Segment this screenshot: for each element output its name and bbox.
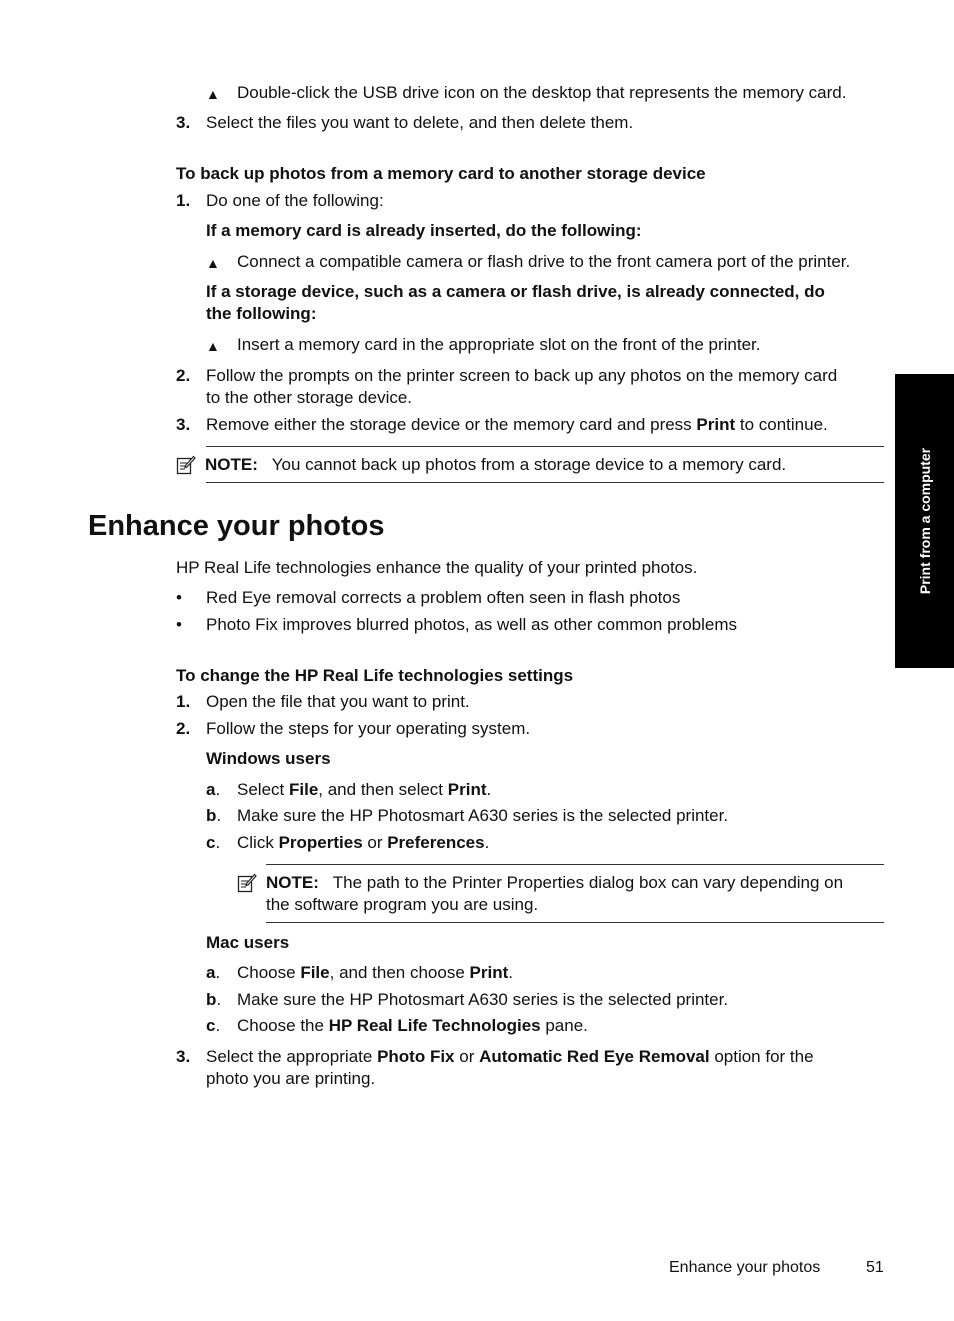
list-item: Photo Fix improves blurred photos, as well as other common problems xyxy=(206,615,738,634)
substep-text xyxy=(237,1015,588,1037)
note-bottom-rule xyxy=(266,922,884,923)
text-run: Choose xyxy=(237,963,301,982)
text-run: Remove either the storage device or the memory card and press xyxy=(206,415,697,434)
letter-dot: . xyxy=(215,1016,221,1035)
text-run: . xyxy=(484,833,490,852)
substep-letter xyxy=(206,989,221,1011)
text-run: Select xyxy=(237,780,289,799)
letter: b xyxy=(206,806,217,825)
step-text: Open the file that you want to print. xyxy=(206,692,470,711)
letter-dot: . xyxy=(215,780,221,799)
mac-heading: Mac users xyxy=(206,933,290,952)
subheading-line: the following: xyxy=(206,304,317,323)
note-icon xyxy=(176,455,196,475)
step-number: 2. xyxy=(176,366,191,385)
bullet-usb-text: Double-click the USB drive icon on the desktop that represents the memory card. xyxy=(237,83,847,102)
step-text xyxy=(206,1046,814,1090)
note-bottom-rule xyxy=(206,482,884,483)
red-eye-term: Automatic Red Eye Removal xyxy=(479,1047,710,1066)
substep-letter xyxy=(206,962,220,984)
step-number: 1. xyxy=(176,191,191,210)
backup-heading: To back up photos from a memory card to another storage device xyxy=(176,164,706,183)
text-run: photo you are printing. xyxy=(206,1069,376,1088)
text-run: Click xyxy=(237,833,279,852)
windows-heading: Windows users xyxy=(206,749,331,768)
print-term: Print xyxy=(447,780,487,799)
list-item: Red Eye removal corrects a problem often seen in flash photos xyxy=(206,588,681,607)
real-life-term: HP Real Life Technologies xyxy=(328,1016,541,1035)
letter: c xyxy=(206,1016,216,1035)
subheading-device-connected xyxy=(206,281,825,325)
bullet-dot: • xyxy=(176,615,182,634)
chapter-side-tab-label: Print from a computer xyxy=(916,447,933,595)
note-body: The path to the Printer Properties dialog box can vary depending on xyxy=(332,873,844,892)
step-text: Do one of the following: xyxy=(206,191,384,210)
preferences-term: Preferences xyxy=(387,833,485,852)
text-run: , and then choose xyxy=(329,963,470,982)
step-text: Follow the steps for your operating system. xyxy=(206,719,531,738)
substep-text xyxy=(237,779,491,801)
substep-text: Make sure the HP Photosmart A630 series is the selected printer. xyxy=(237,990,729,1009)
note-icon xyxy=(237,873,257,893)
letter: a xyxy=(206,780,216,799)
step-number: 3. xyxy=(176,113,191,132)
print-term: Print xyxy=(469,963,509,982)
letter-dot: . xyxy=(215,833,221,852)
bullet-dot: • xyxy=(176,588,182,607)
bullet-insert-card: Insert a memory card in the appropriate slot on the front of the printer. xyxy=(237,335,761,354)
substep-letter xyxy=(206,1015,220,1037)
subheading-card-inserted: If a memory card is already inserted, do the following: xyxy=(206,221,642,240)
text-run: pane. xyxy=(540,1016,588,1035)
properties-term: Properties xyxy=(278,833,363,852)
photo-fix-term: Photo Fix xyxy=(377,1047,455,1066)
text-run: or xyxy=(454,1047,480,1066)
page-number: 51 xyxy=(866,1259,884,1276)
step-line: to the other storage device. xyxy=(206,388,413,407)
text-run: option for the xyxy=(709,1047,814,1066)
note-label: NOTE: xyxy=(205,455,258,474)
step-number: 3. xyxy=(176,415,191,434)
chapter-side-tab xyxy=(895,374,954,668)
file-term: File xyxy=(288,780,319,799)
settings-heading: To change the HP Real Life technologies settings xyxy=(176,666,574,685)
step-text xyxy=(206,365,837,409)
text-run: . xyxy=(508,963,513,982)
step-number: 3. xyxy=(176,1047,191,1066)
triangle-bullet-icon: ▲ xyxy=(206,255,220,271)
section-title: Enhance your photos xyxy=(88,510,385,542)
intro-text: HP Real Life technologies enhance the quality of your printed photos. xyxy=(176,558,698,577)
letter: b xyxy=(206,990,217,1009)
letter-dot: . xyxy=(215,963,221,982)
step-number: 2. xyxy=(176,719,191,738)
step-text: Select the files you want to delete, and then delete them. xyxy=(206,113,634,132)
letter-dot: . xyxy=(216,806,222,825)
text-run: or xyxy=(362,833,388,852)
substep-letter xyxy=(206,779,220,801)
letter-dot: . xyxy=(216,990,222,1009)
note-label: NOTE: xyxy=(266,873,319,892)
text-run: to continue. xyxy=(735,415,828,434)
file-term: File xyxy=(300,963,330,982)
note-body: You cannot back up photos from a storage device to a memory card. xyxy=(271,455,787,474)
note-text xyxy=(266,872,843,916)
substep-text: Make sure the HP Photosmart A630 series is the selected printer. xyxy=(237,806,729,825)
text-run: Choose the xyxy=(237,1016,329,1035)
letter: a xyxy=(206,963,216,982)
substep-letter xyxy=(206,832,220,854)
bullet-connect-camera: Connect a compatible camera or flash drive to the front camera port of the printer. xyxy=(237,252,851,271)
note-body: the software program you are using. xyxy=(266,895,539,914)
text-run: , and then select xyxy=(318,780,448,799)
text-run: Select the appropriate xyxy=(206,1047,378,1066)
step-number: 1. xyxy=(176,692,191,711)
substep-text xyxy=(237,832,489,854)
letter: c xyxy=(206,833,216,852)
substep-text xyxy=(237,962,513,984)
note-top-rule xyxy=(206,446,884,447)
print-term: Print xyxy=(696,415,736,434)
triangle-bullet-icon: ▲ xyxy=(206,338,220,354)
text-run: . xyxy=(486,780,492,799)
substep-letter xyxy=(206,805,221,827)
subheading-line: If a storage device, such as a camera or flash drive, is already connected, do xyxy=(206,282,825,301)
step-line: Follow the prompts on the printer screen to back up any photos on the memory card xyxy=(206,366,838,385)
note-top-rule xyxy=(266,864,884,865)
triangle-bullet-icon: ▲ xyxy=(206,86,220,102)
note-text xyxy=(205,454,786,476)
footer-section-name: Enhance your photos xyxy=(669,1259,821,1276)
step-text xyxy=(206,414,828,436)
